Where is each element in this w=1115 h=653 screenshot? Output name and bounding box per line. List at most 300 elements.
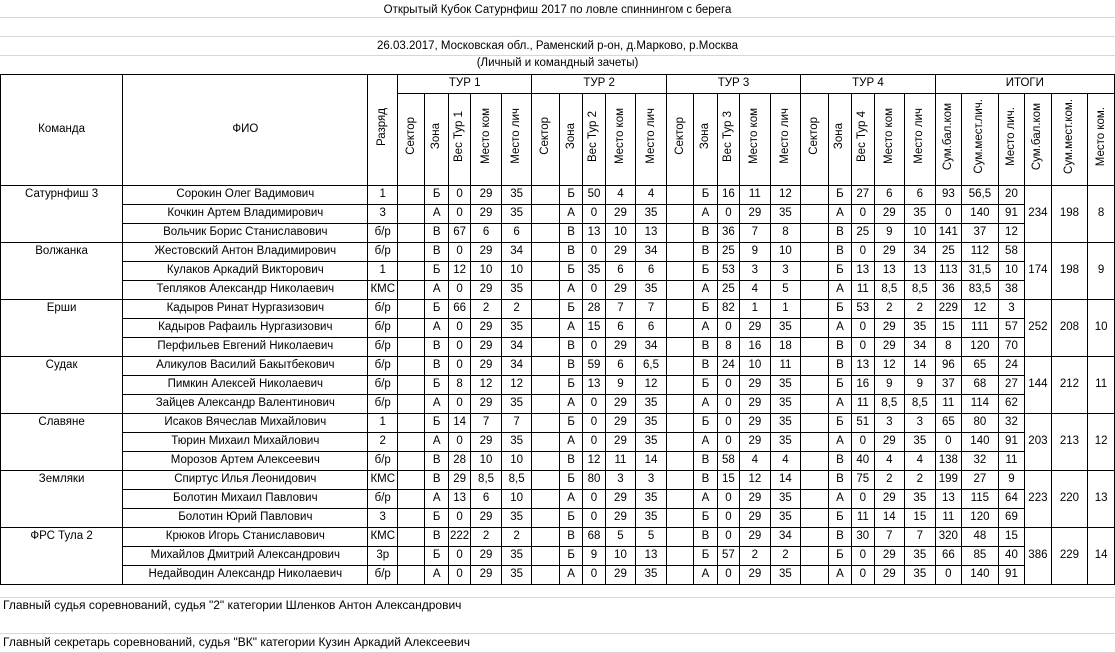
sum-pers-place: 114 — [962, 394, 999, 413]
participant-rank: б/р — [368, 489, 398, 508]
tour-1-place-pers: 35 — [501, 432, 532, 451]
tour-1-sector — [398, 185, 425, 204]
tour-4-place-team: 2 — [874, 470, 905, 489]
tour-1-place-pers: 10 — [501, 451, 532, 470]
tour-1-sector — [398, 546, 425, 565]
tour-3-place-pers: 35 — [770, 565, 801, 584]
tour-4-place-pers: 35 — [905, 432, 936, 451]
tour-2-weight: 0 — [583, 204, 605, 223]
tour-3-sector — [666, 356, 693, 375]
participant-name: Болотин Юрий Павлович — [123, 508, 368, 527]
tour-2-weight: 12 — [583, 451, 605, 470]
participant-rank: 3 — [368, 508, 398, 527]
tour-4-place-team: 8,5 — [874, 394, 905, 413]
tour-4-place-pers: 14 — [905, 356, 936, 375]
tour-2-sector — [532, 470, 559, 489]
tour-4-zone: В — [828, 470, 851, 489]
place-pers: 27 — [998, 375, 1024, 394]
place-pers: 11 — [998, 451, 1024, 470]
tour-2-weight: 28 — [583, 299, 605, 318]
tour-4-weight: 30 — [852, 527, 874, 546]
tour-4-place-team: 29 — [874, 242, 905, 261]
tour-3-weight: 15 — [717, 470, 739, 489]
tour-2-sector — [532, 299, 559, 318]
tour-1-zone: А — [425, 394, 448, 413]
tour-2-weight: 59 — [583, 356, 605, 375]
tour-3-zone: В — [694, 356, 717, 375]
team-sum-ball: 252 — [1025, 299, 1051, 356]
tour-4-sector — [801, 489, 828, 508]
team-sum-place: 220 — [1051, 470, 1088, 527]
tour-3-zone: А — [694, 204, 717, 223]
tour-4-sector — [801, 527, 828, 546]
participant-rank: 1 — [368, 185, 398, 204]
sum-pers-place: 120 — [962, 337, 999, 356]
tour-3-weight: 0 — [717, 413, 739, 432]
tour-3-place-pers: 35 — [770, 318, 801, 337]
tour-4-zone: Б — [828, 185, 851, 204]
tour-1-weight: 0 — [448, 337, 470, 356]
sum-ball: 36 — [935, 280, 961, 299]
tour-4-sector — [801, 565, 828, 584]
sum-ball: 96 — [935, 356, 961, 375]
tour-4-weight: 40 — [852, 451, 874, 470]
tour-3-sector — [666, 261, 693, 280]
team-sum-place: 208 — [1051, 299, 1088, 356]
header-team-sum-ball-text: Сум.бал.ком — [1031, 102, 1044, 170]
participant-rank: КМС — [368, 527, 398, 546]
tour-1-weight: 0 — [448, 204, 470, 223]
tour-1-place-team: 29 — [471, 204, 502, 223]
tour-4-sector — [801, 261, 828, 280]
tour-2-sector — [532, 242, 559, 261]
tour-4-place-team: 6 — [874, 185, 905, 204]
tour-2-place-pers: 5 — [636, 527, 667, 546]
header-place-pers-text: Место лич — [778, 108, 791, 165]
tour-2-sector — [532, 432, 559, 451]
tour-1-place-pers: 10 — [501, 489, 532, 508]
tour-4-place-team: 14 — [874, 508, 905, 527]
table-row — [1, 565, 1115, 584]
tour-3-place-team: 9 — [740, 242, 771, 261]
tour-4-place-pers: 7 — [905, 527, 936, 546]
place-pers: 32 — [998, 413, 1024, 432]
tour-4-place-pers: 34 — [905, 242, 936, 261]
header-zone-text: Зона — [699, 123, 711, 150]
tour-1-weight: 13 — [448, 489, 470, 508]
tour-2-zone: А — [559, 204, 582, 223]
tour-4-weight: 13 — [852, 356, 874, 375]
tour-4-weight: 11 — [852, 394, 874, 413]
tour-1-place-pers: 10 — [501, 261, 532, 280]
tour-1-place-team: 7 — [471, 413, 502, 432]
tour-4-place-team: 3 — [874, 413, 905, 432]
place-pers: 24 — [998, 356, 1024, 375]
participant-rank: 1 — [368, 261, 398, 280]
tour-2-place-pers: 7 — [636, 299, 667, 318]
tour-4-place-team: 29 — [874, 318, 905, 337]
tour-4-place-pers: 34 — [905, 337, 936, 356]
sum-pers-place: 112 — [962, 242, 999, 261]
tour-1-weight: 0 — [448, 432, 470, 451]
tour-2-sector — [532, 185, 559, 204]
tour-2-weight: 0 — [583, 394, 605, 413]
tour-2-sector — [532, 223, 559, 242]
sum-ball: 0 — [935, 432, 961, 451]
table-row — [1, 204, 1115, 223]
tour-4-place-team: 29 — [874, 489, 905, 508]
tour-2-place-pers: 35 — [636, 204, 667, 223]
tour-1-place-team: 12 — [471, 375, 502, 394]
sum-ball: 0 — [935, 204, 961, 223]
participant-rank: б/р — [368, 242, 398, 261]
tour-3-sector — [666, 413, 693, 432]
tour-3-weight: 0 — [717, 508, 739, 527]
participant-rank: б/р — [368, 223, 398, 242]
tour-3-sector — [666, 565, 693, 584]
tour-3-weight: 0 — [717, 204, 739, 223]
sum-pers-place: 115 — [962, 489, 999, 508]
tour-2-place-team: 29 — [605, 508, 636, 527]
sum-pers-place: 80 — [962, 413, 999, 432]
header-weight-2-text: Вес Тур 2 — [587, 110, 600, 162]
tour-4-zone: Б — [828, 375, 851, 394]
tour-3-place-team: 11 — [740, 185, 771, 204]
tour-1-place-team: 29 — [471, 546, 502, 565]
tour-4-sector — [801, 280, 828, 299]
participant-name: Аликулов Василий Бакытбекович — [123, 356, 368, 375]
tour-1-place-pers: 2 — [501, 527, 532, 546]
tour-1-zone: В — [425, 337, 448, 356]
header-zone — [694, 93, 717, 185]
header-tour-1: ТУР 1 — [398, 75, 532, 94]
tour-2-zone: А — [559, 394, 582, 413]
tour-2-place-team: 6 — [605, 318, 636, 337]
header-place-team-text: Место ком — [613, 108, 626, 165]
tour-1-place-team: 6 — [471, 489, 502, 508]
tour-2-place-pers: 3 — [636, 470, 667, 489]
sum-ball: 229 — [935, 299, 961, 318]
header-place-pers — [905, 93, 936, 185]
tour-4-sector — [801, 318, 828, 337]
tour-2-weight: 0 — [583, 565, 605, 584]
tour-1-zone: Б — [425, 299, 448, 318]
tour-1-weight: 0 — [448, 280, 470, 299]
tour-1-sector — [398, 318, 425, 337]
participant-name: Крюков Игорь Станиславович — [123, 527, 368, 546]
tour-4-zone: В — [828, 223, 851, 242]
tour-2-weight: 0 — [583, 489, 605, 508]
header-sector — [666, 93, 693, 185]
tour-4-sector — [801, 242, 828, 261]
participant-rank: б/р — [368, 565, 398, 584]
tour-1-place-team: 29 — [471, 185, 502, 204]
header-weight-2 — [583, 93, 605, 185]
tour-4-place-pers: 35 — [905, 565, 936, 584]
participant-rank: КМС — [368, 470, 398, 489]
tour-1-place-team: 29 — [471, 565, 502, 584]
tour-4-weight: 11 — [852, 280, 874, 299]
tour-2-weight: 0 — [583, 508, 605, 527]
tour-2-zone: В — [559, 337, 582, 356]
header-sector-text: Сектор — [673, 117, 686, 156]
tour-2-sector — [532, 375, 559, 394]
sum-ball: 11 — [935, 508, 961, 527]
tour-1-zone: В — [425, 527, 448, 546]
header-sum-ball-text: Сум.бал.ком — [941, 102, 954, 170]
header-sector — [398, 93, 425, 185]
participant-name: Михайлов Дмитрий Александрович — [123, 546, 368, 565]
table-row — [1, 527, 1115, 546]
sum-ball: 8 — [935, 337, 961, 356]
tour-4-place-pers: 2 — [905, 299, 936, 318]
header-place-pers-text: Место лич — [913, 108, 926, 165]
sum-ball: 25 — [935, 242, 961, 261]
tour-2-place-team: 7 — [605, 299, 636, 318]
tour-1-zone: А — [425, 280, 448, 299]
tour-4-sector — [801, 185, 828, 204]
participant-name: Тепляков Александр Николаевич — [123, 280, 368, 299]
tour-2-sector — [532, 546, 559, 565]
tour-2-place-pers: 6,5 — [636, 356, 667, 375]
header-sector — [801, 93, 828, 185]
sum-ball: 113 — [935, 261, 961, 280]
tour-2-place-pers: 13 — [636, 223, 667, 242]
sum-ball: 15 — [935, 318, 961, 337]
tour-2-zone: В — [559, 223, 582, 242]
tour-3-zone: Б — [694, 261, 717, 280]
team-name: Волжанка — [1, 242, 123, 299]
header-tour-2: ТУР 2 — [532, 75, 666, 94]
tour-3-zone: В — [694, 337, 717, 356]
tour-2-place-pers: 14 — [636, 451, 667, 470]
header-zone — [559, 93, 582, 185]
tour-2-place-team: 6 — [605, 261, 636, 280]
tour-2-place-pers: 35 — [636, 280, 667, 299]
sum-pers-place: 32 — [962, 451, 999, 470]
tour-3-zone: А — [694, 394, 717, 413]
tour-1-sector — [398, 337, 425, 356]
team-sum-place: 229 — [1051, 527, 1088, 584]
tour-4-zone: Б — [828, 413, 851, 432]
team-name: Ерши — [1, 299, 123, 356]
tour-1-place-team: 2 — [471, 527, 502, 546]
tour-2-zone: В — [559, 356, 582, 375]
place-pers: 15 — [998, 527, 1024, 546]
tour-4-sector — [801, 375, 828, 394]
header-weight-3-text: Вес Тур 3 — [721, 110, 734, 162]
header-weight-1 — [448, 93, 470, 185]
header-place-team — [874, 93, 905, 185]
tour-3-place-team: 7 — [740, 223, 771, 242]
tour-3-place-team: 29 — [740, 375, 771, 394]
tour-3-sector — [666, 546, 693, 565]
tour-2-zone: А — [559, 489, 582, 508]
tour-2-weight: 0 — [583, 280, 605, 299]
tour-4-zone: В — [828, 356, 851, 375]
tour-4-weight: 51 — [852, 413, 874, 432]
tour-3-place-team: 29 — [740, 413, 771, 432]
tour-4-weight: 0 — [852, 204, 874, 223]
sum-pers-place: 68 — [962, 375, 999, 394]
tour-3-weight: 25 — [717, 242, 739, 261]
header-sector-text: Сектор — [404, 117, 417, 156]
tour-2-sector — [532, 280, 559, 299]
tour-4-place-pers: 10 — [905, 223, 936, 242]
tour-2-zone: Б — [559, 470, 582, 489]
tour-3-sector — [666, 185, 693, 204]
tour-2-place-pers: 6 — [636, 318, 667, 337]
team-sum-place: 213 — [1051, 413, 1088, 470]
header-sector-text: Сектор — [807, 117, 820, 156]
participant-rank: б/р — [368, 299, 398, 318]
tour-1-place-pers: 34 — [501, 356, 532, 375]
table-row — [1, 261, 1115, 280]
tour-3-place-team: 29 — [740, 489, 771, 508]
tour-4-place-pers: 13 — [905, 261, 936, 280]
tour-4-sector — [801, 337, 828, 356]
tour-4-weight: 0 — [852, 489, 874, 508]
tour-1-zone: Б — [425, 261, 448, 280]
tour-1-zone: Б — [425, 375, 448, 394]
sum-ball: 65 — [935, 413, 961, 432]
sum-ball: 0 — [935, 565, 961, 584]
tour-3-sector — [666, 204, 693, 223]
tour-1-sector — [398, 451, 425, 470]
header-place-team — [740, 93, 771, 185]
table-row — [1, 546, 1115, 565]
tour-1-zone: А — [425, 318, 448, 337]
tour-1-zone: В — [425, 223, 448, 242]
tour-1-place-pers: 6 — [501, 223, 532, 242]
tour-4-sector — [801, 546, 828, 565]
participant-name: Кадыров Рафаиль Нургазизович — [123, 318, 368, 337]
header-weight-3 — [717, 93, 739, 185]
sum-ball: 138 — [935, 451, 961, 470]
tour-3-place-pers: 5 — [770, 280, 801, 299]
tour-4-sector — [801, 299, 828, 318]
tour-4-place-pers: 35 — [905, 546, 936, 565]
tour-2-place-team: 11 — [605, 451, 636, 470]
table-row — [1, 337, 1115, 356]
tour-2-weight: 15 — [583, 318, 605, 337]
tour-3-zone: Б — [694, 508, 717, 527]
tour-3-zone: Б — [694, 413, 717, 432]
tour-3-sector — [666, 337, 693, 356]
tour-4-place-team: 29 — [874, 546, 905, 565]
participant-name: Морозов Артем Алексеевич — [123, 451, 368, 470]
tour-4-weight: 53 — [852, 299, 874, 318]
participant-rank: 3 — [368, 204, 398, 223]
tour-3-weight: 0 — [717, 489, 739, 508]
sum-pers-place: 27 — [962, 470, 999, 489]
place-pers: 70 — [998, 337, 1024, 356]
tour-4-zone: А — [828, 489, 851, 508]
participant-name: Зайцев Александр Валентинович — [123, 394, 368, 413]
tour-3-place-pers: 4 — [770, 451, 801, 470]
tour-4-place-pers: 35 — [905, 489, 936, 508]
tour-2-place-team: 4 — [605, 185, 636, 204]
tour-3-weight: 57 — [717, 546, 739, 565]
team-sum-ball: 174 — [1025, 242, 1051, 299]
tour-2-weight: 13 — [583, 375, 605, 394]
tour-3-place-team: 2 — [740, 546, 771, 565]
header-rank — [368, 75, 398, 186]
tour-3-place-pers: 14 — [770, 470, 801, 489]
tour-4-zone: А — [828, 280, 851, 299]
sum-ball: 11 — [935, 394, 961, 413]
tour-2-zone: А — [559, 280, 582, 299]
tour-2-sector — [532, 489, 559, 508]
tour-1-zone: Б — [425, 413, 448, 432]
tour-1-weight: 12 — [448, 261, 470, 280]
tour-1-weight: 0 — [448, 394, 470, 413]
tour-1-place-pers: 35 — [501, 185, 532, 204]
tour-1-place-team: 29 — [471, 242, 502, 261]
tour-1-place-team: 29 — [471, 318, 502, 337]
team-name: Славяне — [1, 413, 123, 470]
participant-rank: б/р — [368, 451, 398, 470]
tour-4-weight: 0 — [852, 337, 874, 356]
tour-3-sector — [666, 394, 693, 413]
tour-2-zone: В — [559, 451, 582, 470]
tour-2-weight: 0 — [583, 242, 605, 261]
tour-3-zone: А — [694, 489, 717, 508]
tour-4-place-pers: 4 — [905, 451, 936, 470]
tour-2-place-team: 10 — [605, 223, 636, 242]
tour-1-place-pers: 35 — [501, 565, 532, 584]
tour-3-weight: 0 — [717, 432, 739, 451]
tour-3-place-team: 1 — [740, 299, 771, 318]
tour-3-zone: А — [694, 565, 717, 584]
tour-1-place-team: 2 — [471, 299, 502, 318]
tour-1-place-pers: 35 — [501, 546, 532, 565]
tour-2-place-pers: 35 — [636, 394, 667, 413]
tour-1-sector — [398, 242, 425, 261]
header-name: ФИО — [123, 75, 368, 186]
header-zone — [828, 93, 851, 185]
place-pers: 9 — [998, 470, 1024, 489]
team-place: 10 — [1088, 299, 1115, 356]
tour-4-place-pers: 8,5 — [905, 280, 936, 299]
tour-2-sector — [532, 318, 559, 337]
sum-pers-place: 56,5 — [962, 185, 999, 204]
tour-2-weight: 13 — [583, 223, 605, 242]
tour-3-weight: 53 — [717, 261, 739, 280]
tour-2-place-team: 9 — [605, 375, 636, 394]
tour-2-sector — [532, 527, 559, 546]
tour-1-zone: А — [425, 432, 448, 451]
participant-name: Недайводин Александр Николаевич — [123, 565, 368, 584]
tour-1-place-pers: 35 — [501, 318, 532, 337]
table-row — [1, 394, 1115, 413]
results-table — [0, 74, 1115, 585]
tour-1-weight: 0 — [448, 508, 470, 527]
place-pers: 64 — [998, 489, 1024, 508]
tour-4-zone: А — [828, 565, 851, 584]
tour-4-place-pers: 35 — [905, 318, 936, 337]
tour-1-place-team: 10 — [471, 261, 502, 280]
place-pers: 40 — [998, 546, 1024, 565]
tour-2-place-pers: 35 — [636, 432, 667, 451]
team-place: 9 — [1088, 242, 1115, 299]
tour-3-place-pers: 8 — [770, 223, 801, 242]
participant-name: Исаков Вячеслав Михайлович — [123, 413, 368, 432]
tour-2-sector — [532, 356, 559, 375]
tour-4-sector — [801, 223, 828, 242]
team-sum-place: 198 — [1051, 242, 1088, 299]
table-row — [1, 356, 1115, 375]
